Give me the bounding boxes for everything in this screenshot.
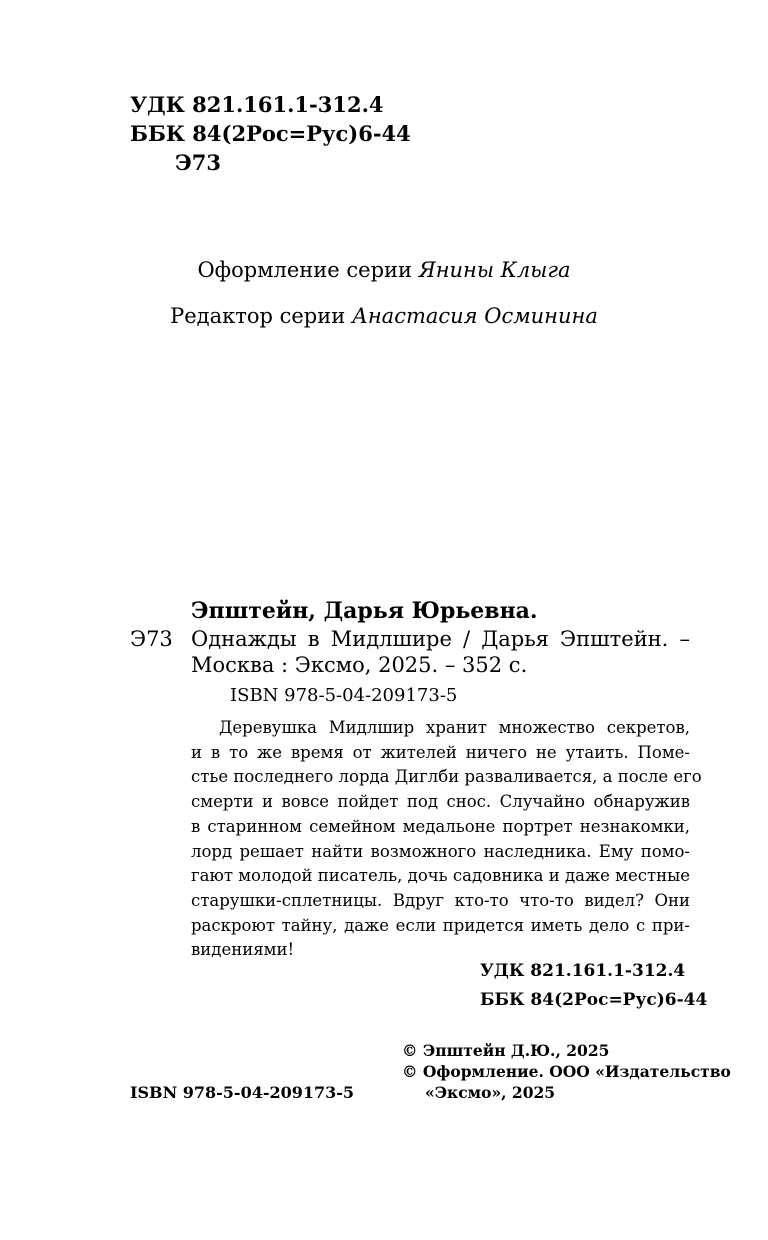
card-imprint-line: Москва : Эксмо, 2025. – 352 с.: [191, 653, 528, 677]
bottom-isbn: ISBN 978-5-04-209173-5: [130, 1083, 355, 1102]
card-author: Эпштейн, Дарья Юрьевна.: [191, 598, 538, 624]
annotation-line: раскроют тайну, даже если придется иметь дело с при-: [191, 915, 690, 935]
author-code: Э73: [175, 150, 221, 175]
card-isbn: ISBN 978-5-04-209173-5: [230, 685, 458, 706]
card-udk-code: УДК 821.161.1-312.4: [480, 961, 686, 981]
card-author-code: Э73: [130, 627, 173, 651]
card-classification-codes: [480, 957, 707, 1015]
card-bbk-code: ББК 84(2Рос=Рус)6-44: [480, 990, 708, 1010]
annotation-text: [191, 716, 702, 963]
annotation-line: смерти и вовсе пойдет под снос. Случайно обнаружив: [191, 792, 690, 812]
copyright-author: © Эпштейн Д.Ю., 2025: [402, 1041, 610, 1060]
annotation-line: видениями!: [191, 940, 295, 960]
annotation-line: в старинном семейном медальоне портрет незнакомки,: [191, 816, 690, 836]
series-design-credit: [0, 258, 768, 282]
copyright-design: © Оформление. ООО «Издательство: [402, 1062, 731, 1081]
udk-code: УДК 821.161.1-312.4: [130, 92, 384, 117]
annotation-line: и в то же время от жителей ничего не утаить. Поме-: [191, 742, 690, 762]
series-editor-name: Анастасия Осминина: [351, 304, 598, 328]
top-classification-codes: [130, 90, 411, 177]
copyright-block: [402, 1040, 731, 1103]
series-editor-credit: [0, 304, 768, 328]
series-design-name: Янины Клыга: [418, 258, 571, 282]
series-design-label: Оформление серии: [197, 258, 413, 282]
annotation-line: лорд решает найти возможного наследника. Ему помо-: [191, 841, 690, 861]
copyright-publisher: «Эксмо», 2025: [425, 1083, 556, 1102]
card-title-line: Однажды в Мидлшире / Дарья Эпштейн. –: [191, 627, 690, 651]
bbk-code: ББК 84(2Рос=Рус)6-44: [130, 121, 411, 146]
series-editor-label: Редактор серии: [170, 304, 346, 328]
annotation-line: Деревушка Мидлшир хранит множество секретов,: [219, 718, 690, 737]
annotation-line: старушки-сплетницы. Вдруг кто-то что-то видел? Они: [191, 890, 690, 910]
annotation-line: стье последнего лорда Диглби разваливается, а после его: [191, 767, 702, 787]
annotation-line: гают молодой писатель, дочь садовника и даже местные: [191, 866, 691, 886]
